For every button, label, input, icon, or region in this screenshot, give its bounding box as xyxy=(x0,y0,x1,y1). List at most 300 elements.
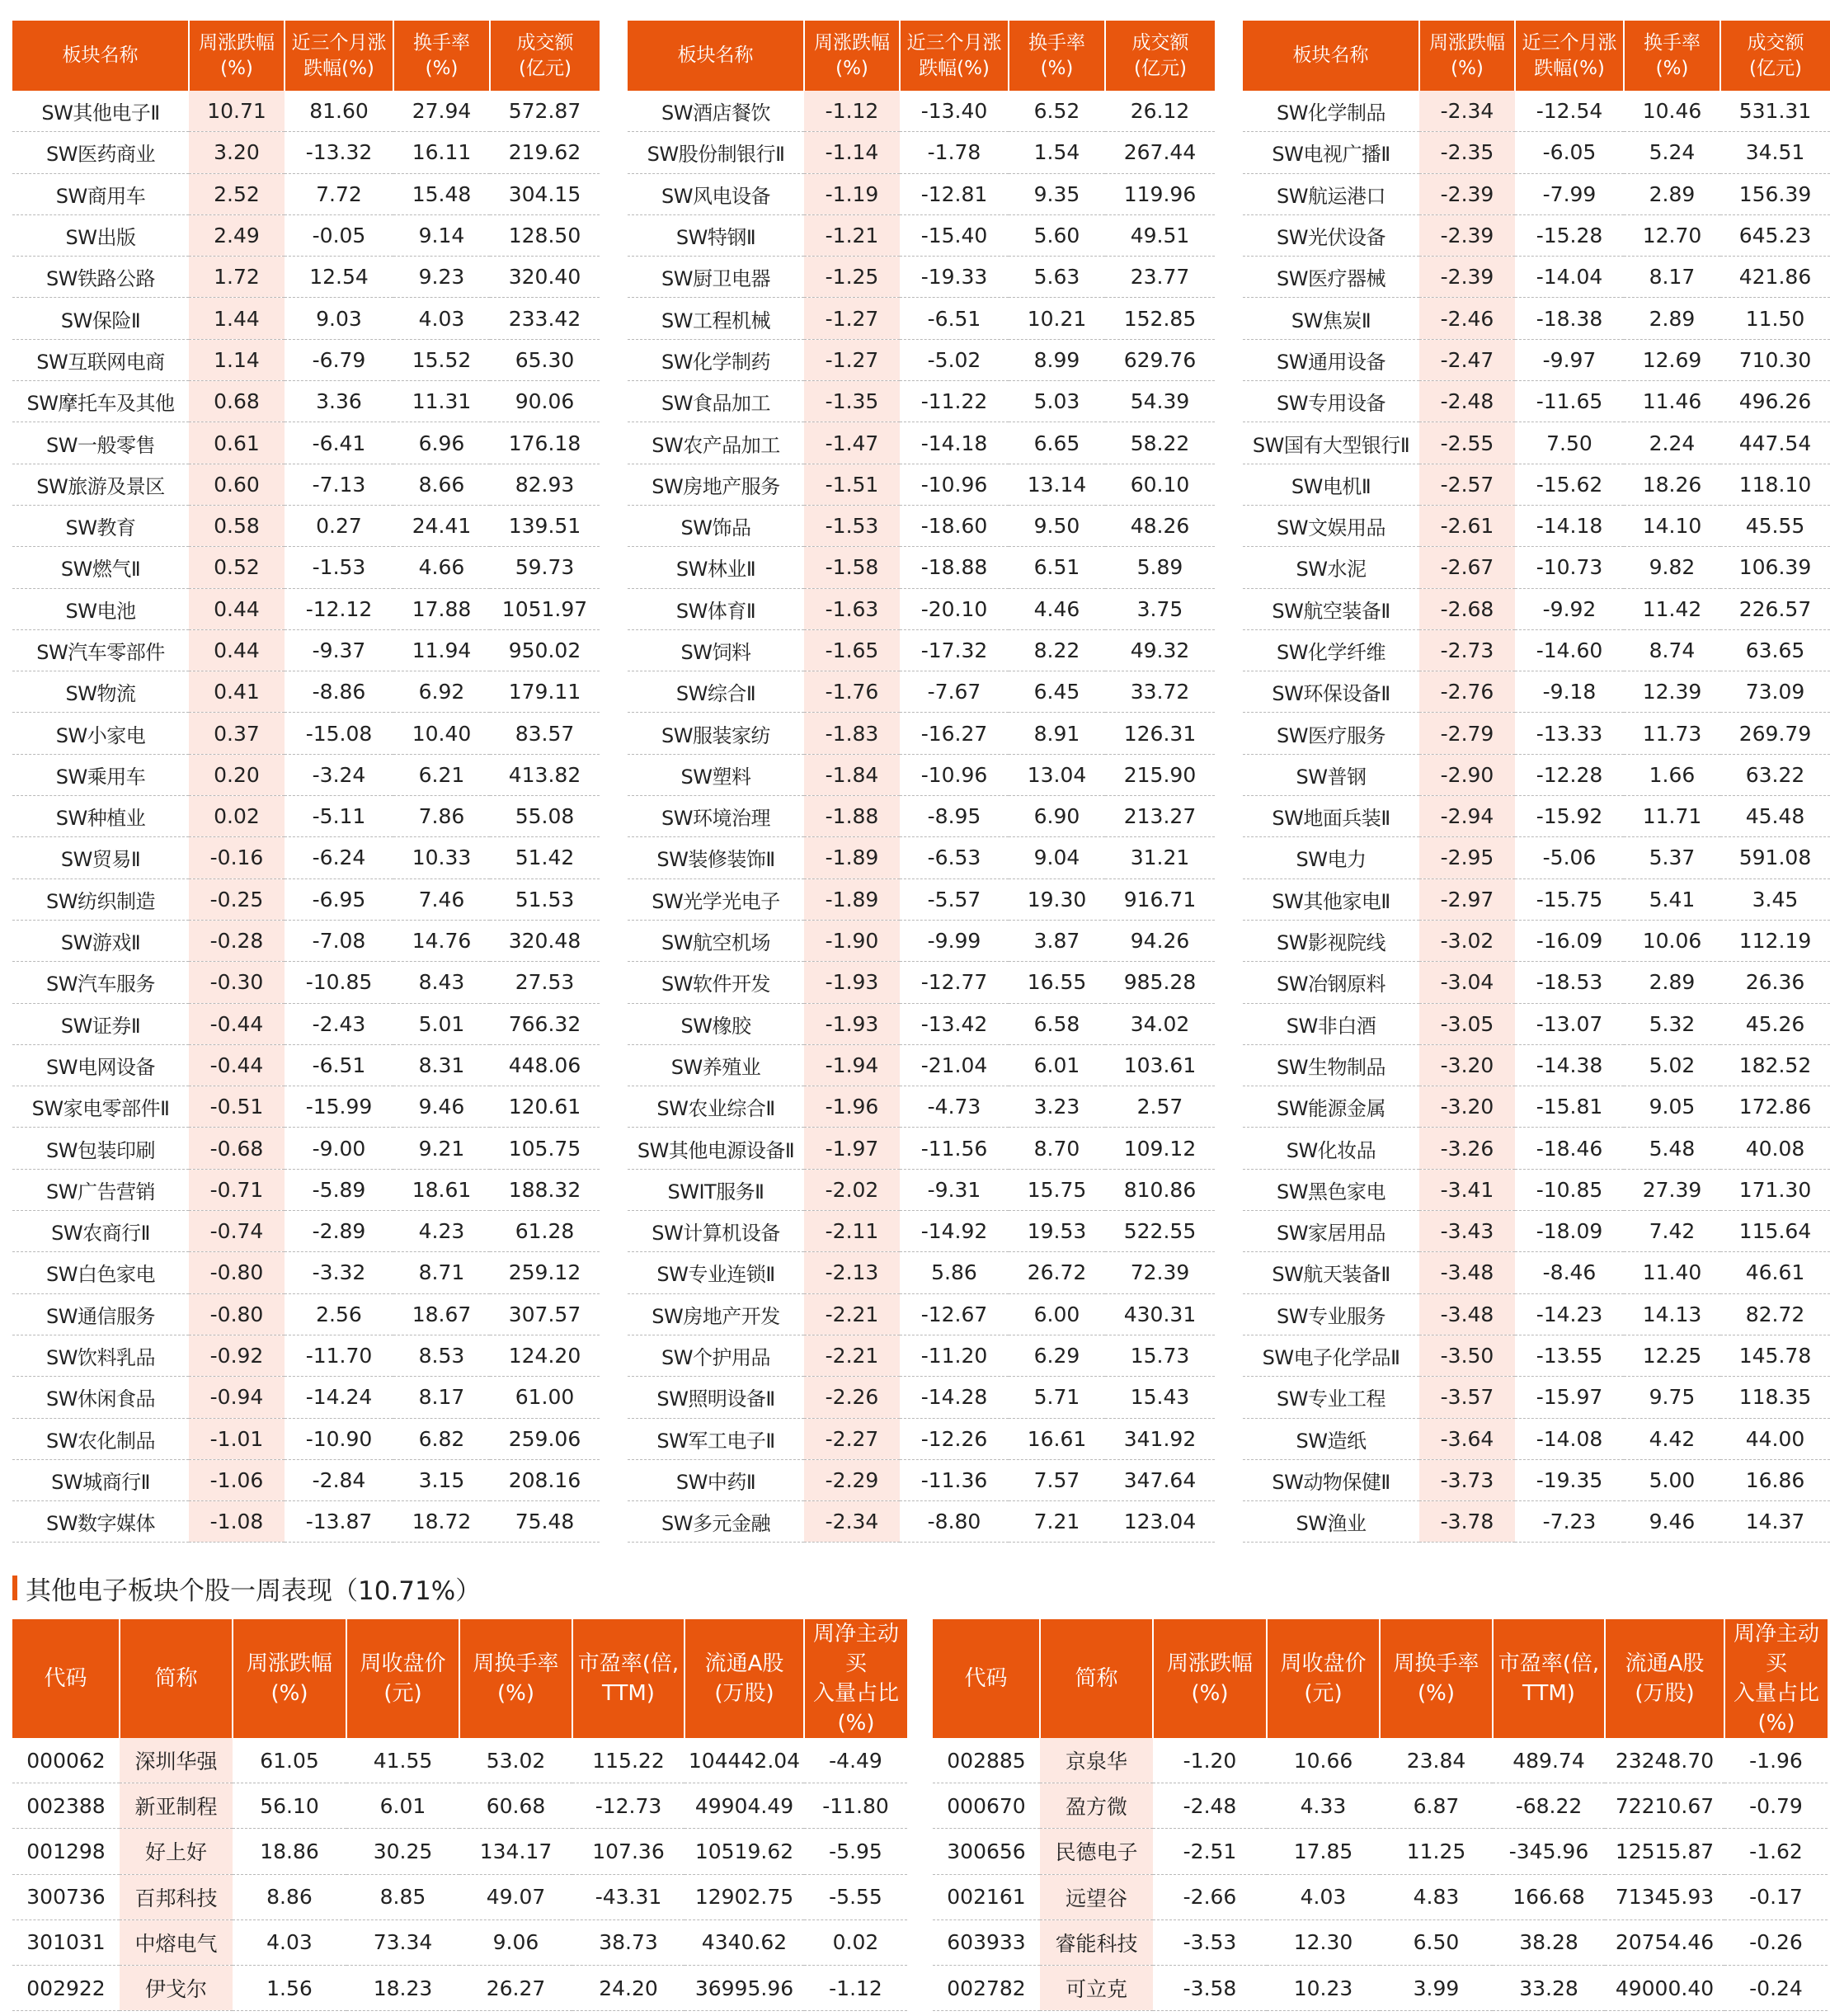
column-header: 换手率 (%) xyxy=(1009,21,1105,91)
value-cell: 4.03 xyxy=(1267,1874,1380,1919)
column-header: 板块名称 xyxy=(12,21,189,91)
value-cell: -0.16 xyxy=(189,837,285,878)
value-cell: -7.08 xyxy=(285,920,393,961)
value-cell: -0.80 xyxy=(189,1252,285,1293)
value-cell: 176.18 xyxy=(490,422,600,464)
table-row xyxy=(1243,298,1830,339)
value-cell: 3.23 xyxy=(1009,1086,1105,1128)
value-cell: -10.85 xyxy=(1515,1169,1624,1210)
name-cell: SWIT服务Ⅱ xyxy=(628,1169,804,1210)
value-cell: -5.02 xyxy=(900,339,1009,380)
name-cell: SW通用设备 xyxy=(1243,339,1419,380)
stock-table-header xyxy=(933,1619,1828,1738)
name-cell: 中熔电气 xyxy=(120,1919,233,1965)
table-row xyxy=(628,505,1215,546)
name-cell: SW化妆品 xyxy=(1243,1128,1419,1169)
table-row xyxy=(12,629,600,671)
value-cell: -0.24 xyxy=(1724,1965,1828,2010)
value-cell: -0.44 xyxy=(189,1003,285,1044)
value-cell: 9.04 xyxy=(1009,837,1105,878)
column-header: 成交额 (亿元) xyxy=(490,21,600,91)
table-row xyxy=(1243,1044,1830,1086)
value-cell: 0.02 xyxy=(804,1919,907,1965)
value-cell: 90.06 xyxy=(490,381,600,422)
value-cell: 59.73 xyxy=(490,547,600,588)
value-cell: 115.64 xyxy=(1720,1211,1830,1252)
sector-table-body xyxy=(12,91,600,1543)
column-header: 流通A股 (万股) xyxy=(1605,1619,1724,1738)
value-cell: 134.17 xyxy=(459,1829,572,1874)
value-cell: 8.99 xyxy=(1009,339,1105,380)
value-cell: 27.39 xyxy=(1624,1169,1720,1210)
value-cell: 13.14 xyxy=(1009,464,1105,505)
table-row xyxy=(1243,132,1830,173)
name-cell: SW休闲食品 xyxy=(12,1377,189,1418)
value-cell: 6.01 xyxy=(346,1783,459,1829)
value-cell: 75.48 xyxy=(490,1501,600,1543)
value-cell: 45.55 xyxy=(1720,505,1830,546)
value-cell: 15.52 xyxy=(393,339,490,380)
value-cell: -6.53 xyxy=(900,837,1009,878)
value-cell: -1.89 xyxy=(804,837,900,878)
value-cell: 572.87 xyxy=(490,91,600,132)
value-cell: 23248.70 xyxy=(1605,1738,1724,1783)
value-cell: 11.46 xyxy=(1624,381,1720,422)
name-cell: 可立克 xyxy=(1040,1965,1153,2010)
value-cell: 12.54 xyxy=(285,257,393,298)
value-cell: 118.10 xyxy=(1720,464,1830,505)
value-cell: 2.56 xyxy=(285,1293,393,1335)
value-cell: 61.05 xyxy=(233,1738,346,1783)
value-cell: -1.93 xyxy=(804,962,900,1003)
value-cell: -1.08 xyxy=(189,1501,285,1543)
name-cell: SW家电零部件Ⅱ xyxy=(12,1086,189,1128)
value-cell: 41.55 xyxy=(346,1738,459,1783)
value-cell: 123.04 xyxy=(1105,1501,1215,1543)
value-cell: 5.71 xyxy=(1009,1377,1105,1418)
name-cell: SW电机Ⅱ xyxy=(1243,464,1419,505)
value-cell: 5.00 xyxy=(1624,1459,1720,1500)
name-cell: SW电视广播Ⅱ xyxy=(1243,132,1419,173)
value-cell: -3.48 xyxy=(1419,1293,1515,1335)
value-cell: 61.28 xyxy=(490,1211,600,1252)
value-cell: 55.08 xyxy=(490,796,600,837)
table-row xyxy=(1243,1501,1830,1543)
value-cell: 320.40 xyxy=(490,257,600,298)
value-cell: -9.99 xyxy=(900,920,1009,961)
value-cell: 0.52 xyxy=(189,547,285,588)
value-cell: 17.85 xyxy=(1267,1829,1380,1874)
value-cell: 8.86 xyxy=(233,1874,346,1919)
value-cell: 33.72 xyxy=(1105,671,1215,713)
value-cell: 6.52 xyxy=(1009,91,1105,132)
sector-table-header xyxy=(628,21,1215,91)
value-cell: 233.42 xyxy=(490,298,600,339)
name-cell: SW饰品 xyxy=(628,505,804,546)
name-cell: SW游戏Ⅱ xyxy=(12,920,189,961)
value-cell: -13.32 xyxy=(285,132,393,173)
name-cell: SW旅游及景区 xyxy=(12,464,189,505)
table-row xyxy=(12,1252,600,1293)
name-cell: SW食品加工 xyxy=(628,381,804,422)
value-cell: 4.83 xyxy=(1380,1874,1493,1919)
table-row xyxy=(1243,1128,1830,1169)
value-cell: 002885 xyxy=(933,1738,1040,1783)
name-cell: SW化学纤维 xyxy=(1243,629,1419,671)
column-header: 简称 xyxy=(1040,1619,1153,1738)
value-cell: 0.61 xyxy=(189,422,285,464)
value-cell: 304.15 xyxy=(490,173,600,214)
value-cell: 8.53 xyxy=(393,1335,490,1376)
value-cell: 002388 xyxy=(12,1783,120,1829)
value-cell: -1.20 xyxy=(1153,1738,1267,1783)
table-row xyxy=(12,464,600,505)
name-cell: 新亚制程 xyxy=(120,1783,233,1829)
table-row xyxy=(933,1874,1828,1919)
value-cell: -1.58 xyxy=(804,547,900,588)
value-cell: 591.08 xyxy=(1720,837,1830,878)
value-cell: 45.26 xyxy=(1720,1003,1830,1044)
value-cell: -6.51 xyxy=(285,1044,393,1086)
value-cell: 128.50 xyxy=(490,214,600,256)
value-cell: -12.81 xyxy=(900,173,1009,214)
name-cell: SW酒店餐饮 xyxy=(628,91,804,132)
table-row xyxy=(12,132,600,173)
name-cell: SW航天装备Ⅱ xyxy=(1243,1252,1419,1293)
value-cell: -13.42 xyxy=(900,1003,1009,1044)
value-cell: -2.39 xyxy=(1419,173,1515,214)
value-cell: -3.78 xyxy=(1419,1501,1515,1543)
value-cell: 44.00 xyxy=(1720,1418,1830,1459)
name-cell: SW包装印刷 xyxy=(12,1128,189,1169)
name-cell: SW出版 xyxy=(12,214,189,256)
value-cell: 12.39 xyxy=(1624,671,1720,713)
value-cell: -6.95 xyxy=(285,878,393,920)
value-cell: -1.89 xyxy=(804,878,900,920)
value-cell: 522.55 xyxy=(1105,1211,1215,1252)
value-cell: 11.94 xyxy=(393,629,490,671)
value-cell: 27.53 xyxy=(490,962,600,1003)
name-cell: SW普钢 xyxy=(1243,754,1419,795)
value-cell: 447.54 xyxy=(1720,422,1830,464)
name-cell: SW特钢Ⅱ xyxy=(628,214,804,256)
value-cell: -10.85 xyxy=(285,962,393,1003)
value-cell: 4.42 xyxy=(1624,1418,1720,1459)
table-row xyxy=(12,962,600,1003)
value-cell: 5.32 xyxy=(1624,1003,1720,1044)
name-cell: SW医药商业 xyxy=(12,132,189,173)
name-cell: SW林业Ⅱ xyxy=(628,547,804,588)
value-cell: -68.22 xyxy=(1493,1783,1605,1829)
value-cell: 916.71 xyxy=(1105,878,1215,920)
name-cell: SW房地产开发 xyxy=(628,1293,804,1335)
value-cell: 6.87 xyxy=(1380,1783,1493,1829)
column-header: 板块名称 xyxy=(628,21,804,91)
table-row xyxy=(1243,381,1830,422)
name-cell: SW黑色家电 xyxy=(1243,1169,1419,1210)
column-header: 周涨跌幅 (%) xyxy=(1153,1619,1267,1738)
table-row xyxy=(12,1874,907,1919)
table-row xyxy=(12,713,600,754)
value-cell: -16.09 xyxy=(1515,920,1624,961)
value-cell: -0.17 xyxy=(1724,1874,1828,1919)
table-row xyxy=(1243,214,1830,256)
value-cell: 72.39 xyxy=(1105,1252,1215,1293)
name-cell: SW证券Ⅱ xyxy=(12,1003,189,1044)
table-row xyxy=(1243,754,1830,795)
value-cell: -0.79 xyxy=(1724,1783,1828,1829)
value-cell: 0.58 xyxy=(189,505,285,546)
value-cell: -15.99 xyxy=(285,1086,393,1128)
value-cell: 51.42 xyxy=(490,837,600,878)
value-cell: -3.26 xyxy=(1419,1128,1515,1169)
value-cell: 73.34 xyxy=(346,1919,459,1965)
table-row xyxy=(1243,1418,1830,1459)
value-cell: 13.04 xyxy=(1009,754,1105,795)
value-cell: -1.27 xyxy=(804,298,900,339)
value-cell: -2.67 xyxy=(1419,547,1515,588)
value-cell: -5.95 xyxy=(804,1829,907,1874)
value-cell: -13.07 xyxy=(1515,1003,1624,1044)
table-row xyxy=(628,1211,1215,1252)
value-cell: 124.20 xyxy=(490,1335,600,1376)
value-cell: -1.63 xyxy=(804,588,900,629)
value-cell: 000670 xyxy=(933,1783,1040,1829)
value-cell: -6.79 xyxy=(285,339,393,380)
name-cell: SW化学制品 xyxy=(1243,91,1419,132)
value-cell: -2.89 xyxy=(285,1211,393,1252)
column-header: 周净主动买 入量占比(%) xyxy=(804,1619,907,1738)
value-cell: 4.33 xyxy=(1267,1783,1380,1829)
value-cell: 219.62 xyxy=(490,132,600,173)
name-cell: SW照明设备Ⅱ xyxy=(628,1377,804,1418)
name-cell: SW铁路公路 xyxy=(12,257,189,298)
name-cell: SW电网设备 xyxy=(12,1044,189,1086)
table-row xyxy=(12,1335,600,1376)
value-cell: 002782 xyxy=(933,1965,1040,2010)
value-cell: -18.09 xyxy=(1515,1211,1624,1252)
value-cell: 10.46 xyxy=(1624,91,1720,132)
value-cell: -43.31 xyxy=(572,1874,684,1919)
column-header: 周收盘价 (元) xyxy=(346,1619,459,1738)
value-cell: 603933 xyxy=(933,1919,1040,1965)
table-row xyxy=(1243,837,1830,878)
value-cell: -1.83 xyxy=(804,713,900,754)
value-cell: -1.53 xyxy=(804,505,900,546)
name-cell: SW装修装饰Ⅱ xyxy=(628,837,804,878)
table-row xyxy=(933,1919,1828,1965)
value-cell: -0.74 xyxy=(189,1211,285,1252)
name-cell: SW影视院线 xyxy=(1243,920,1419,961)
section-heading xyxy=(12,1571,481,1604)
value-cell: -1.94 xyxy=(804,1044,900,1086)
column-header: 周涨跌幅 (%) xyxy=(804,21,900,91)
table-row xyxy=(628,1459,1215,1500)
header-row xyxy=(1243,21,1830,91)
value-cell: 3.15 xyxy=(393,1459,490,1500)
value-cell: -11.22 xyxy=(900,381,1009,422)
column-header: 市盈率(倍, TTM) xyxy=(572,1619,684,1738)
column-header: 周换手率 (%) xyxy=(1380,1619,1493,1738)
value-cell: 14.13 xyxy=(1624,1293,1720,1335)
name-cell: SW航空机场 xyxy=(628,920,804,961)
table-row xyxy=(628,1169,1215,1210)
table-row xyxy=(1243,1335,1830,1376)
value-cell: -1.47 xyxy=(804,422,900,464)
value-cell: 63.22 xyxy=(1720,754,1830,795)
sector-table-header xyxy=(12,21,600,91)
value-cell: 18.67 xyxy=(393,1293,490,1335)
value-cell: -1.06 xyxy=(189,1459,285,1500)
value-cell: 6.01 xyxy=(1009,1044,1105,1086)
name-cell: 深圳华强 xyxy=(120,1738,233,1783)
value-cell: 18.61 xyxy=(393,1169,490,1210)
table-row xyxy=(1243,1169,1830,1210)
value-cell: 12.69 xyxy=(1624,339,1720,380)
value-cell: 9.35 xyxy=(1009,173,1105,214)
value-cell: 38.73 xyxy=(572,1919,684,1965)
column-header: 简称 xyxy=(120,1619,233,1738)
value-cell: 2.57 xyxy=(1105,1086,1215,1128)
table-row xyxy=(12,1829,907,1874)
value-cell: -345.96 xyxy=(1493,1829,1605,1874)
value-cell: 1051.97 xyxy=(490,588,600,629)
name-cell: SW城商行Ⅱ xyxy=(12,1459,189,1500)
name-cell: 远望谷 xyxy=(1040,1874,1153,1919)
table-row xyxy=(628,422,1215,464)
value-cell: 4.46 xyxy=(1009,588,1105,629)
column-header: 市盈率(倍, TTM) xyxy=(1493,1619,1605,1738)
value-cell: -1.53 xyxy=(285,547,393,588)
name-cell: SW航运港口 xyxy=(1243,173,1419,214)
value-cell: -11.70 xyxy=(285,1335,393,1376)
table-row xyxy=(12,588,600,629)
value-cell: 7.86 xyxy=(393,796,490,837)
value-cell: 1.66 xyxy=(1624,754,1720,795)
value-cell: -11.36 xyxy=(900,1459,1009,1500)
column-header: 换手率 (%) xyxy=(1624,21,1720,91)
table-row xyxy=(12,1293,600,1335)
column-header: 换手率 (%) xyxy=(393,21,490,91)
table-row xyxy=(628,1252,1215,1293)
value-cell: 0.20 xyxy=(189,754,285,795)
value-cell: 15.75 xyxy=(1009,1169,1105,1210)
name-cell: SW其他电源设备Ⅱ xyxy=(628,1128,804,1169)
value-cell: 2.49 xyxy=(189,214,285,256)
name-cell: SW多元金融 xyxy=(628,1501,804,1543)
value-cell: -2.21 xyxy=(804,1335,900,1376)
value-cell: -13.55 xyxy=(1515,1335,1624,1376)
value-cell: -15.81 xyxy=(1515,1086,1624,1128)
value-cell: -7.99 xyxy=(1515,173,1624,214)
table-row xyxy=(1243,588,1830,629)
value-cell: 15.43 xyxy=(1105,1377,1215,1418)
value-cell: -9.37 xyxy=(285,629,393,671)
value-cell: 33.28 xyxy=(1493,1965,1605,2010)
table-row xyxy=(628,1293,1215,1335)
value-cell: -9.31 xyxy=(900,1169,1009,1210)
name-cell: SW白色家电 xyxy=(12,1252,189,1293)
value-cell: 54.39 xyxy=(1105,381,1215,422)
value-cell: -2.13 xyxy=(804,1252,900,1293)
sector-table-3 xyxy=(1243,21,1830,1543)
value-cell: -0.05 xyxy=(285,214,393,256)
name-cell: SW纺织制造 xyxy=(12,878,189,920)
value-cell: -12.28 xyxy=(1515,754,1624,795)
value-cell: -18.46 xyxy=(1515,1128,1624,1169)
name-cell: SW通信服务 xyxy=(12,1293,189,1335)
value-cell: 40.08 xyxy=(1720,1128,1830,1169)
table-row xyxy=(628,1128,1215,1169)
value-cell: -3.04 xyxy=(1419,962,1515,1003)
value-cell: -2.55 xyxy=(1419,422,1515,464)
value-cell: -3.02 xyxy=(1419,920,1515,961)
value-cell: 109.12 xyxy=(1105,1128,1215,1169)
value-cell: 8.85 xyxy=(346,1874,459,1919)
value-cell: 82.72 xyxy=(1720,1293,1830,1335)
value-cell: 82.93 xyxy=(490,464,600,505)
value-cell: 10.40 xyxy=(393,713,490,754)
value-cell: 9.46 xyxy=(393,1086,490,1128)
column-header: 近三个月涨 跌幅(%) xyxy=(1515,21,1624,91)
column-header: 流通A股 (万股) xyxy=(684,1619,804,1738)
table-row xyxy=(1243,1459,1830,1500)
value-cell: 10.66 xyxy=(1267,1738,1380,1783)
value-cell: -3.41 xyxy=(1419,1169,1515,1210)
value-cell: -0.92 xyxy=(189,1335,285,1376)
name-cell: SW渔业 xyxy=(1243,1501,1419,1543)
table-row xyxy=(12,754,600,795)
table-row xyxy=(1243,1252,1830,1293)
value-cell: 5.41 xyxy=(1624,878,1720,920)
value-cell: -9.18 xyxy=(1515,671,1624,713)
value-cell: 10.71 xyxy=(189,91,285,132)
value-cell: 31.21 xyxy=(1105,837,1215,878)
name-cell: SW专业服务 xyxy=(1243,1293,1419,1335)
value-cell: -14.92 xyxy=(900,1211,1009,1252)
table-row xyxy=(12,1128,600,1169)
value-cell: 16.61 xyxy=(1009,1418,1105,1459)
value-cell: 1.14 xyxy=(189,339,285,380)
table-row xyxy=(628,173,1215,214)
value-cell: 15.73 xyxy=(1105,1335,1215,1376)
value-cell: 7.46 xyxy=(393,878,490,920)
value-cell: -1.96 xyxy=(804,1086,900,1128)
name-cell: SW电力 xyxy=(1243,837,1419,878)
value-cell: 1.44 xyxy=(189,298,285,339)
value-cell: -1.27 xyxy=(804,339,900,380)
name-cell: SW风电设备 xyxy=(628,173,804,214)
name-cell: SW橡胶 xyxy=(628,1003,804,1044)
value-cell: 34.51 xyxy=(1720,132,1830,173)
name-cell: 好上好 xyxy=(120,1829,233,1874)
table-row xyxy=(12,1783,907,1829)
value-cell: 4340.62 xyxy=(684,1919,804,1965)
value-cell: -2.43 xyxy=(285,1003,393,1044)
value-cell: 421.86 xyxy=(1720,257,1830,298)
value-cell: -1.76 xyxy=(804,671,900,713)
value-cell: -14.38 xyxy=(1515,1044,1624,1086)
table-row xyxy=(1243,422,1830,464)
value-cell: 119.96 xyxy=(1105,173,1215,214)
name-cell: SW商用车 xyxy=(12,173,189,214)
value-cell: 267.44 xyxy=(1105,132,1215,173)
name-cell: SW环境治理 xyxy=(628,796,804,837)
table-row xyxy=(628,1003,1215,1044)
value-cell: -2.29 xyxy=(804,1459,900,1500)
value-cell: 12902.75 xyxy=(684,1874,804,1919)
name-cell: SW动物保健Ⅱ xyxy=(1243,1459,1419,1500)
